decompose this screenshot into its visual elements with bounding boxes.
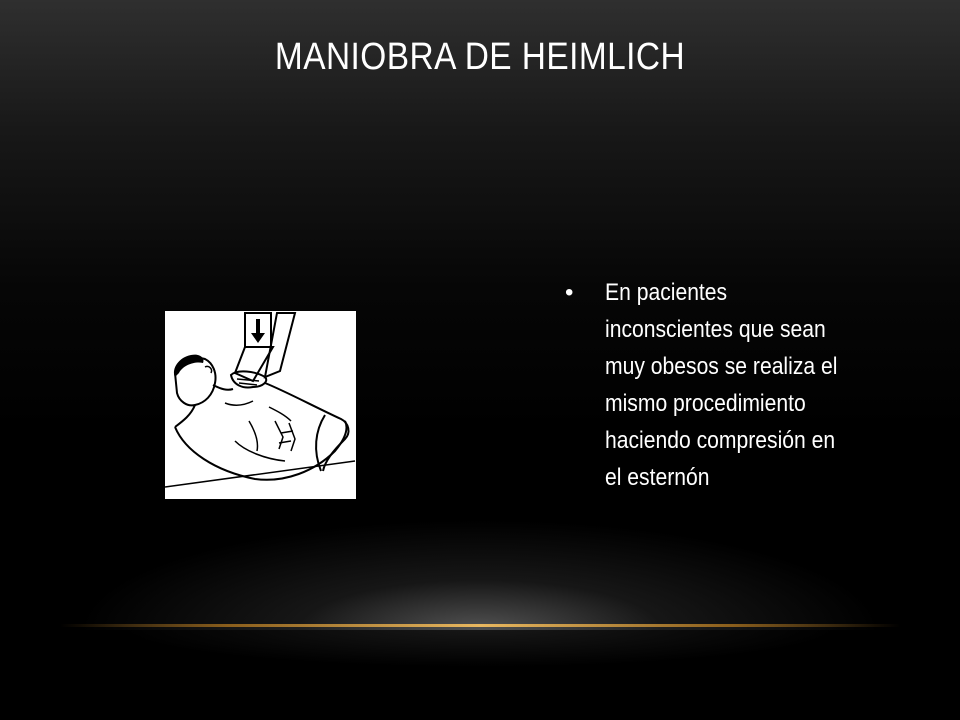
bullet-list bbox=[565, 274, 905, 496]
down-arrow-icon bbox=[245, 313, 271, 347]
bullet-item bbox=[565, 274, 905, 496]
bullet-text: En pacientes inconscientes que sean muy obesos se realiza el mismo procedimiento haciendo compresión en el esternón bbox=[605, 279, 838, 491]
spotlight-glow bbox=[80, 520, 880, 630]
chest-compression-drawing bbox=[165, 311, 356, 499]
heimlich-illustration bbox=[165, 311, 356, 499]
bullet-dot-icon: • bbox=[565, 279, 574, 306]
slide-title: MANIOBRA DE HEIMLICH bbox=[274, 36, 686, 78]
floor-reflection bbox=[120, 627, 840, 667]
